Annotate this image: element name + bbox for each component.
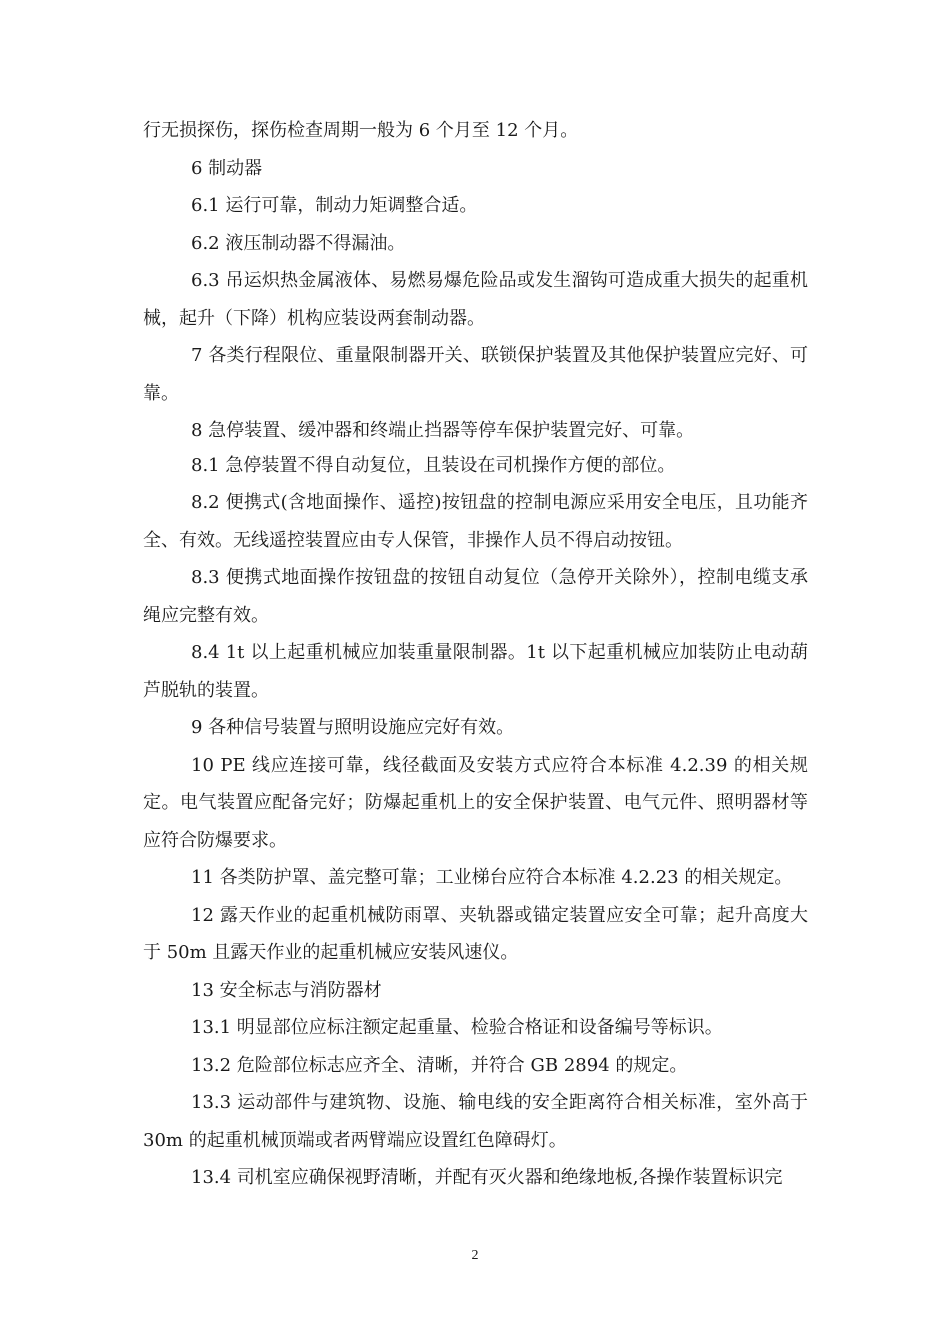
paragraph: 6.2 液压制动器不得漏油。 [191,232,406,254]
paragraph: 6 制动器 [191,157,263,179]
paragraph: 6.1 运行可靠，制动力矩调整合适。 [191,195,478,216]
paragraph: 8.2 便携式(含地面操作、遥控)按钮盘的控制电源应采用安全电压，且功能齐全、有效。无线遥控装置应由专人保管，非操作人员不得启动按钮。 [143,492,808,551]
body-text [143,112,808,1197]
paragraph: 9 各种信号装置与照明设施应完好有效。 [191,717,515,738]
paragraph: 10 PE 线应连接可靠，线径截面及安装方式应符合本标准 4.2.39 的相关规定。电气装置应配备完好；防爆起重机上的安全保护装置、电气元件、照明器材等应符合防爆要求。 [143,754,808,851]
paragraph: 7 各类行程限位、重量限制器开关、联锁保护装置及其他保护装置应完好、可靠。 [143,345,808,404]
paragraph: 6.3 吊运炽热金属液体、易燃易爆危险品或发生溜钩可造成重大损失的起重机械，起升（下降）机构应装设两套制动器。 [143,270,808,329]
paragraph: 13.4 司机室应确保视野清晰，并配有灭火器和绝缘地板,各操作装置标识完 [191,1167,783,1188]
paragraph: 8.3 便携式地面操作按钮盘的按钮自动复位（急停开关除外），控制电缆支承绳应完整有效。 [143,567,808,626]
paragraph: 13.1 明显部位应标注额定起重量、检验合格证和设备编号等标识。 [191,1017,723,1038]
paragraph: 8.4 1t 以上起重机械应加装重量限制器。1t 以下起重机械应加装防止电动葫芦脱轨的装置。 [143,642,808,701]
page-number: 2 [471,1248,479,1263]
paragraph: 8 急停装置、缓冲器和终端止挡器等停车保护装置完好、可靠。 [191,420,695,441]
paragraph: 13.2 危险部位标志应齐全、清晰，并符合 GB 2894 的规定。 [191,1054,688,1076]
paragraph: 12 露天作业的起重机械防雨罩、夹轨器或锚定装置应安全可靠；起升高度大于 50m 且露天作业的起重机械应安装风速仪。 [143,904,808,963]
paragraph: 13.3 运动部件与建筑物、设施、输电线的安全距离符合相关标准，室外高于 30m 的起重机械顶端或者两臂端应设置红色障碍灯。 [143,1092,808,1151]
paragraph: 行无损探伤，探伤检查周期一般为 6 个月至 12 个月。 [143,120,579,141]
paragraph: 13 安全标志与消防器材 [191,979,382,1001]
paragraph: 8.1 急停装置不得自动复位，且装设在司机操作方便的部位。 [191,454,676,476]
paragraph: 11 各类防护罩、盖完整可靠；工业梯台应符合本标准 4.2.23 的相关规定。 [191,867,793,888]
